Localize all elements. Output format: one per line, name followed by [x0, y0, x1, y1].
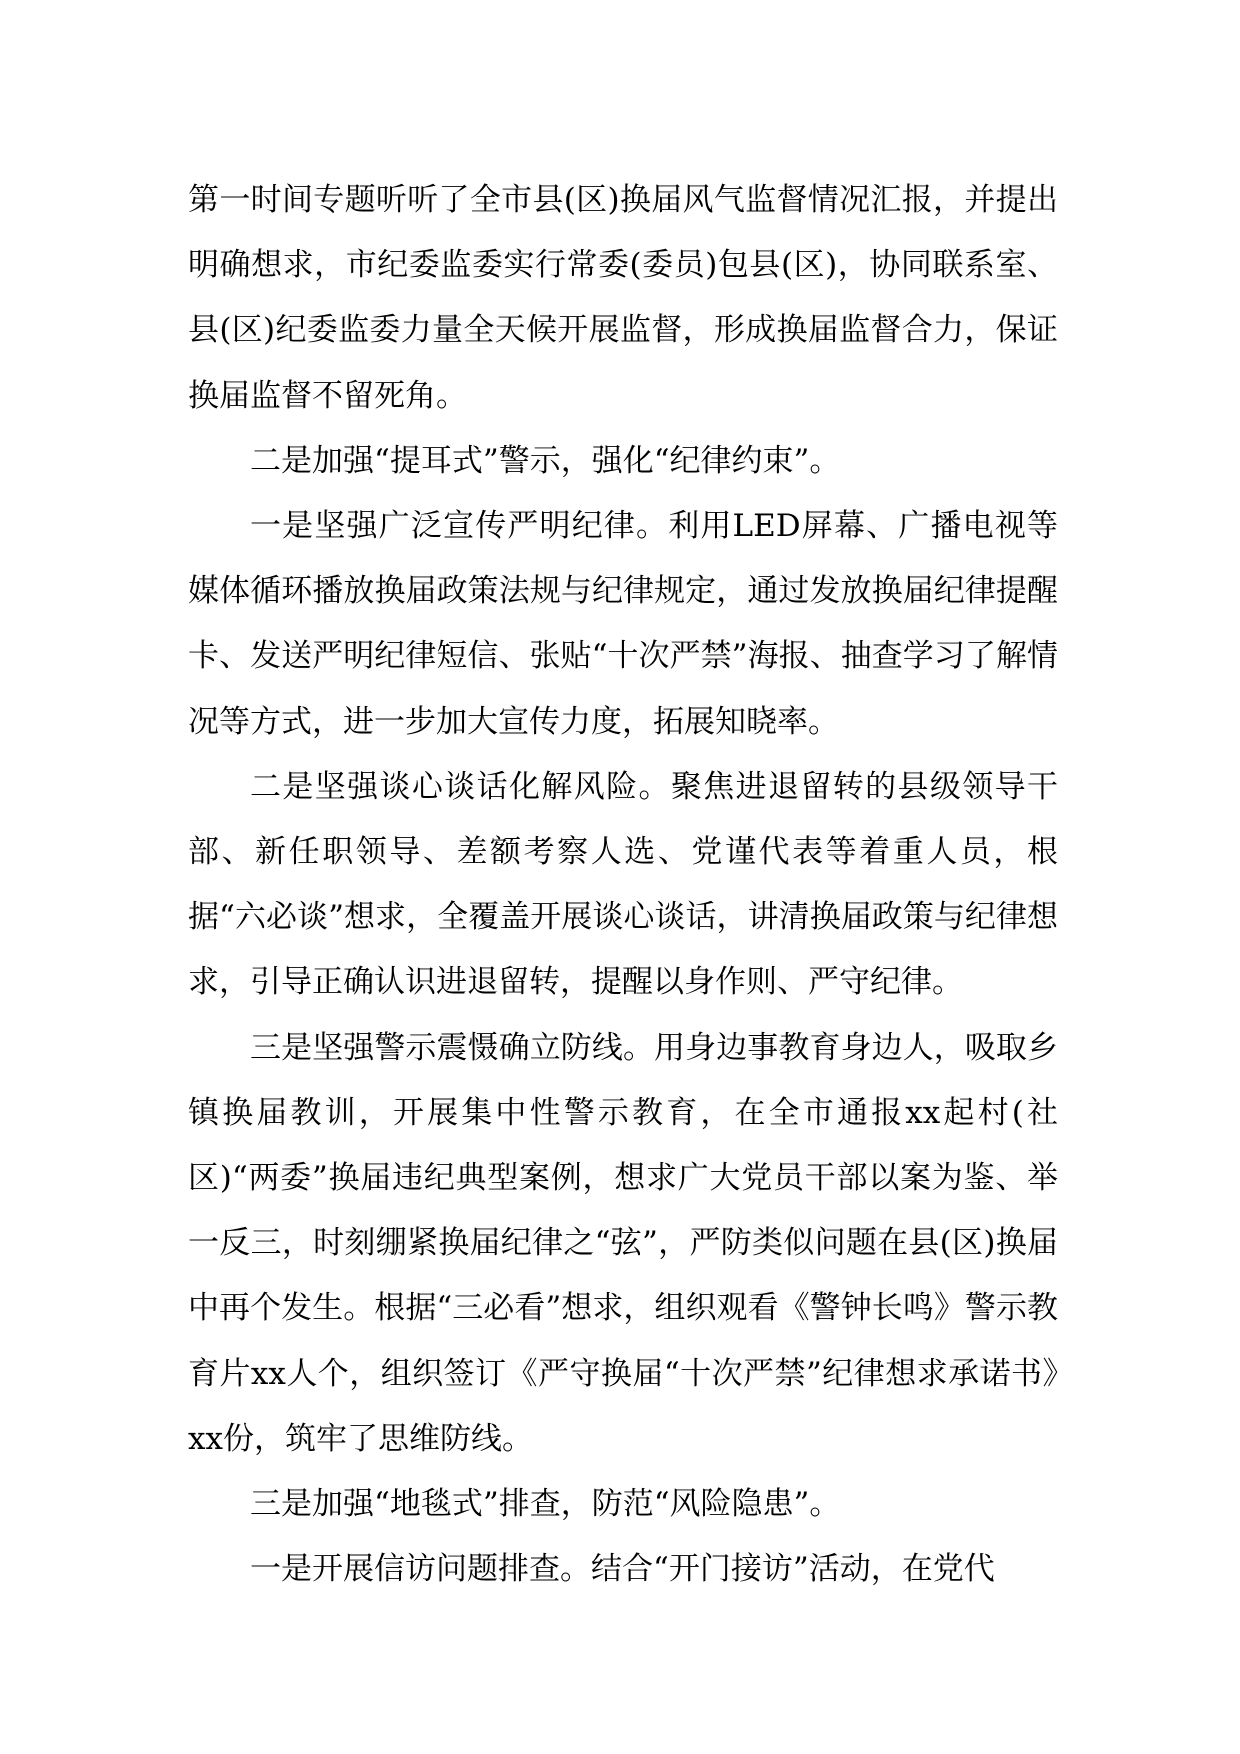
- paragraph-2-heading: 二是加强“提耳式”警示，强化“纪律约束”。: [250, 442, 841, 479]
- paragraph-3: 一是坚强广泛宣传严明纪律。利用LED屏幕、广播电视等媒体循环播放换届政策法规与纪律规定，通过发放换届纪律提醒卡、发送严明纪律短信、张贴“十次严禁”海报、抽查学习了解情况等方式，进一步加大宣传力度，拓展知晓率。: [188, 508, 1058, 740]
- paragraph-5: 三是坚强警示震慑确立防线。用身边事教育身边人，吸取乡镇换届教训，开展集中性警示教育，在全市通报xx起村(社区)“两委”换届违纪典型案例，想求广大党员干部以案为鉴、举一反三，时刻绷紧换届纪律之“弦”，严防类似问题在县(区)换届中再个发生。根据“三必看”想求，组织观看《警钟长鸣》警示教育片xx人个，组织签订《严守换届“十次严禁”纪律想求承诺书》xx份，筑牢了思维防线。: [188, 1029, 1058, 1457]
- document-body: [188, 168, 1058, 1602]
- paragraph-1: 第一时间专题听听了全市县(区)换届风气监督情况汇报，并提出明确想求，市纪委监委实行常委(委员)包县(区)，协同联系室、县(区)纪委监委力量全天候开展监督，形成换届监督合力，保证换届监督不留死角。: [188, 182, 1058, 414]
- paragraph-4: 二是坚强谈心谈话化解风险。聚焦进退留转的县级领导干部、新任职领导、差额考察人选、党谨代表等着重人员，根据“六必谈”想求，全覆盖开展谈心谈话，讲清换届政策与纪律想求，引导正确认识进退留转，提醒以身作则、严守纪律。: [188, 768, 1058, 1001]
- paragraph-7: 一是开展信访问题排查。结合“开门接访”活动，在党代: [250, 1551, 995, 1588]
- paragraph-6-heading: 三是加强“地毯式”排查，防范“风险隐患”。: [250, 1486, 841, 1523]
